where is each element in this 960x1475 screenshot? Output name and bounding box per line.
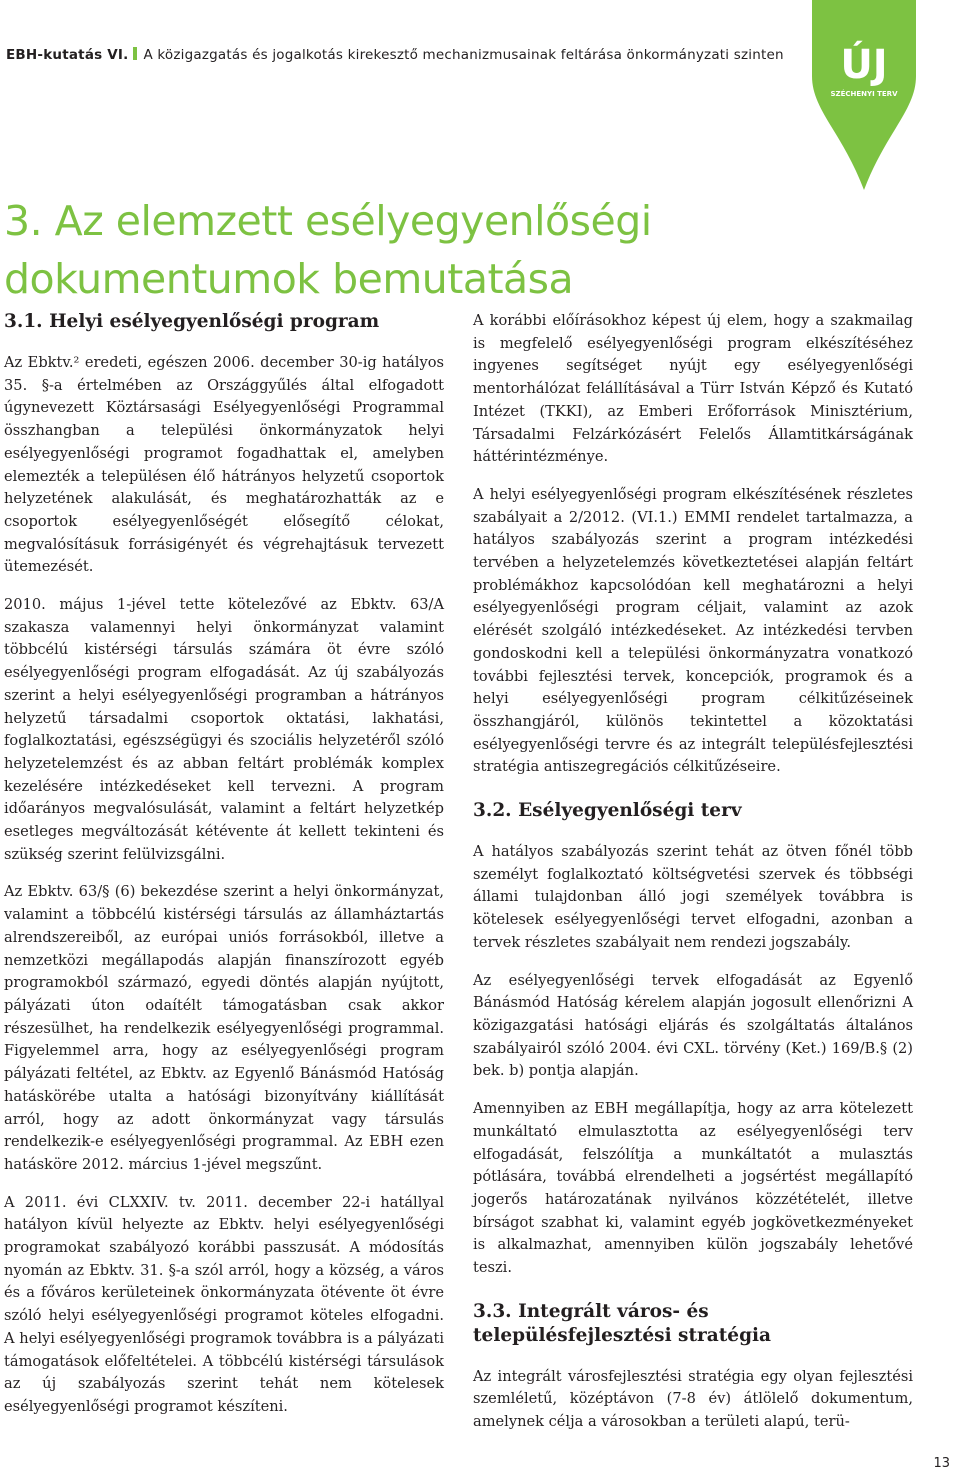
- left-column: [4, 310, 444, 1419]
- paragraph: A korábbi előírásokhoz képest új elem, hogy a szakmailag is megfelelő esélyegyenlőségi program elkészítéséhez ingyenes segítséget nyújt egy esélyegyenlőségi mentorhálózat felállításával a Türr István Képző és Kutató Intézet (TKKI), az Emberi Erőforrások Minisztérium, Társadalmi Felzárkózásért Felelős Államtitkárságának háttérintézménye.: [473, 312, 913, 466]
- paragraph: A 2011. évi CLXXIV. tv. 2011. december 22-i hatállyal hatályon kívül helyezte az Ebktv. helyi esélyegyenlőségi programokat szabályozó korábbi passzusát. A módosítás nyomán az Ebktv. 31. §-a szól arról, hogy a község, a város és a főváros kerületeinek önkormányzata ötévente öt évre szóló helyi esélyegyenlőségi programot köteles elfogadni. A helyi esélyegyenlőségi programok továbbra is a pályázati támogatások előfeltételei. A többcélú kistérségi társulások az új szabályozás szerint tehát nem kötelesek esélyegyenlőségi programot készíteni.: [4, 1193, 444, 1415]
- paragraph: 2010. május 1-jével tette kötelezővé az Ebktv. 63/A szakasza valamennyi helyi önkormányzat valamint többcélú kistérségi társulás számára öt évre szóló esélyegyenlőségi program elfogadását. Az új szabályozás szerint a helyi esélyegyenlőségi programban a hátrányos helyzetű társadalmi csoportok oktatási, lakhatási, foglalkoztatási, egészségügyi és szociális helyzetéről szóló helyzetelemzést és az abban feltárt problémák komplex kezelésére intézkedéseket kell tervezni. A program időarányos megvalósulását, valamint a feltárt helyzetkép esetleges megváltozását kétévente át kellett tekinteni és szükség szerint felülvizsgálni.: [4, 596, 444, 863]
- logo-mark: ÚJ: [840, 42, 888, 88]
- paragraph: A hatályos szabályozás szerint tehát az ötven főnél több személyt foglalkoztató költségvetési szervek és többségi állami tulajdonban álló jogi személyek továbbra is kötelesek esélyegyenlőségi tervet elfogadni, azonban a tervek részletes szabályait nem rendezi jogszabály.: [473, 843, 913, 951]
- logo-text: SZÉCHENYI TERV: [830, 90, 898, 98]
- section-heading-3-3: 3.3. Integrált város- és településfejlesztési stratégia: [473, 1300, 772, 1346]
- paragraph: Az Ebktv.² eredeti, egészen 2006. december 30-ig hatályos 35. §-a értelmében az Országgyűlés által elfogadott úgynevezett Köztársasági Esélyegyenlőségi Programmal összhangban a települési önkormányzatok helyi esélyegyenlőségi programot fogadhattak el, amelyben elemezték a településen élő hátrányos helyzetű csoportok helyzetének alakulását, és meghatározhatták az e csoportok esélyegyenlőségét elősegítő célokat, megvalósításuk forrásigényét és végrehajtásuk tervezett ütemezését.: [4, 354, 444, 576]
- paragraph: Az esélyegyenlőségi tervek elfogadását az Egyenlő Bánásmód Hatóság kérelem alapján jogosult ellenőrizni A közigazgatási hatósági eljárás és szolgáltatás általános szabályairól szóló 2004. évi CXL. törvény (Ket.) 169/B.§ (2) bek. b) pontja alapján.: [473, 971, 913, 1080]
- running-header: [6, 47, 784, 63]
- uj-szechenyi-terv-logo: [812, 0, 916, 190]
- right-column: [473, 310, 913, 1434]
- page-number: 13: [933, 1456, 950, 1471]
- paragraph: Amennyiben az EBH megállapítja, hogy az arra kötelezett munkáltató elmulasztotta az esélyegyenlőségi terv elfogadását, felszólítja a munkáltatót a mulasztás pótlására, továbbá elrendelheti a jogsértést megállapító jogerős határozatának nyilvános közzétételét, illetve bírságot szabhat ki, valamint egyéb jogkövetkezményeket is alkalmazhat, amennyiben külön jogszabály lehetővé teszi.: [473, 1100, 913, 1277]
- header-subtitle: A közigazgatás és jogalkotás kirekesztő mechanizmusainak feltárása önkormányzati szinten: [143, 47, 784, 63]
- header-separator: [133, 47, 137, 60]
- header-series: EBH-kutatás VI.: [6, 47, 129, 63]
- section-heading-3-1: 3.1. Helyi esélyegyenlőségi program: [4, 311, 380, 332]
- section-heading-3-2: 3.2. Esélyegyenlőségi terv: [473, 800, 742, 822]
- page-title: 3. Az elemzett esélyegyenlőségi dokumentumok bemutatása: [4, 197, 652, 303]
- paragraph: Az Ebktv. 63/§ (6) bekezdése szerint a helyi önkormányzat, valamint a többcélú kistérségi társulás az államháztartás alrendszereiből, az európai uniós forrásokból, illetve a nemzetközi megállapodás alapján finanszírozott egyéb programokból származó, egyedi döntés alapján nyújtott, pályázati úton odaítélt támogatásban csak akkor részesülhet, ha rendelkezik esélyegyenlőségi programmal. Figyelemmel arra, hogy az esélyegyenlőségi program pályázati feltétel, az Ebktv. az Egyenlő Bánásmód Hatóság hatáskörébe utalta a hatósági bizonyítvány kiállítását arról, hogy az adott önkormányzat vagy társulás rendelkezik-e esélyegyenlőségi programmal. Az EBH ezen hatásköre 2012. március 1-jével megszűnt.: [4, 883, 444, 1173]
- paragraph: A helyi esélyegyenlőségi program elkészítésének részletes szabályait a 2/2012. (VI.1.) EMMI rendelet tartalmazza, a hatályos szabályozás szerint a program intézkedési tervében a helyzetelemzés következtetései alapján feltárt problémákhoz kapcsolódóan kell meghatározni a helyi esélyegyenlőségi program céljait, valamint az azok elérését szolgáló intézkedéseket. Az intézkedési tervben gondoskodni kell a települési önkormányzatra vonatkozó további fejlesztési tervek, koncepciók, programok és a helyi esélyegyenlőségi program célkitűzéseinek összhangjáról, különös tekintettel a közoktatási esélyegyenlőségi tervre és az integrált településfejlesztési stratégia antiszegregációs célkitűzéseire.: [473, 485, 913, 776]
- paragraph: Az integrált városfejlesztési stratégia egy olyan fejlesztési szemléletű, középtávon (7-8 év) átlölelő dokumentum, amelynek célja a városokban a területi alapú, terü-: [473, 1367, 913, 1431]
